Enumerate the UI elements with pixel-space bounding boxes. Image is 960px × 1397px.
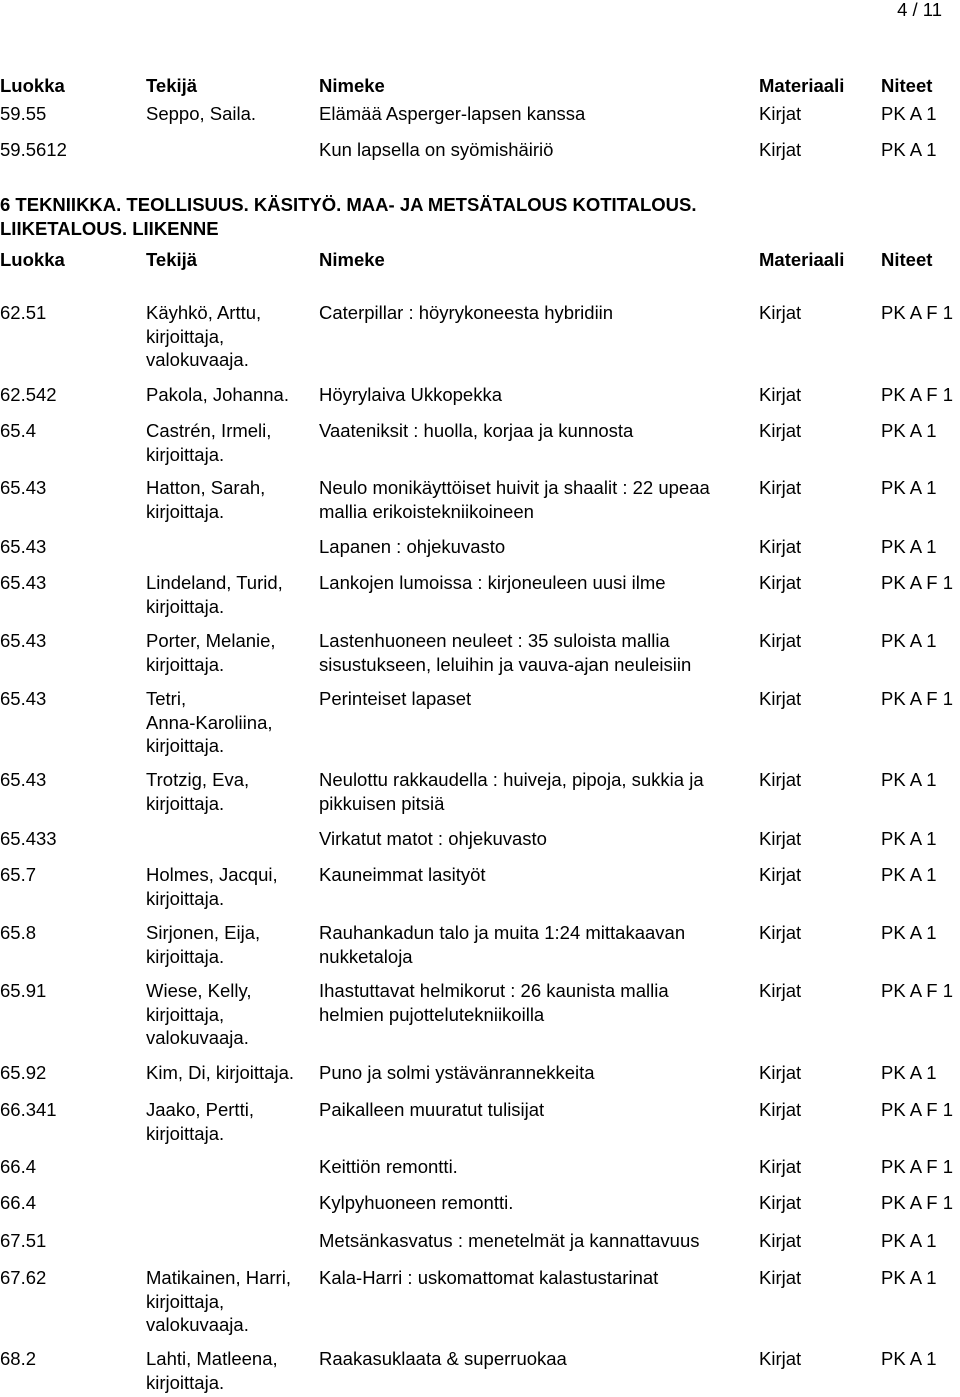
nimeke-cell: Lastenhuoneen neuleet : 35 suloista mallia — [319, 630, 670, 651]
niteet-cell: PK A 1 — [881, 139, 937, 160]
tekija-cell: kirjoittaja. — [146, 887, 225, 909]
tekija-cell: kirjoittaja. — [146, 735, 225, 756]
nimeke-cell: Kun lapsella on syömishäiriö — [319, 139, 554, 160]
nimeke-cell: Elämää Asperger-lapsen kanssa — [319, 103, 586, 124]
luokka-cell: 66.341 — [0, 1099, 57, 1120]
nimeke-cell: Lapanen : ohjekuvasto — [319, 536, 506, 557]
nimeke-cell: Neulottu rakkaudella : huiveja, pipoja, sukkia ja — [319, 769, 704, 790]
materiaali-cell: Kirjat — [759, 302, 802, 323]
tekija-cell: Wiese, Kelly, — [146, 980, 252, 1001]
tekija-cell: valokuvaaja. — [146, 349, 249, 370]
materiaali-cell: Kirjat — [759, 1230, 802, 1251]
tekija-cell: kirjoittaja, — [146, 1003, 225, 1025]
nimeke-cell: Perinteiset lapaset — [319, 688, 472, 709]
luokka-cell: 67.51 — [0, 1230, 47, 1251]
niteet-cell: PK A 1 — [881, 1267, 937, 1288]
luokka-cell: 65.8 — [0, 922, 37, 943]
luokka-cell: 65.43 — [0, 769, 47, 790]
niteet-cell: PK A 1 — [881, 1062, 937, 1083]
luokka-cell: 65.4 — [0, 420, 37, 441]
nimeke-cell: Vaateniksit : huolla, korjaa ja kunnosta — [319, 420, 634, 441]
materiaali-cell: Kirjat — [759, 1156, 802, 1177]
materiaali-cell: Kirjat — [759, 1348, 802, 1369]
tekija-cell: Porter, Melanie, — [146, 630, 276, 651]
tekija-cell: Sirjonen, Eija, — [146, 922, 261, 943]
luokka-cell: 65.43 — [0, 630, 47, 651]
tekija-cell: Matikainen, Harri, — [146, 1267, 291, 1288]
tekija-cell: Anna-Karoliina, — [146, 711, 273, 733]
materiaali-cell: Kirjat — [759, 1192, 802, 1213]
tekija-cell: kirjoittaja. — [146, 945, 225, 967]
nimeke-cell: Kauneimmat lasityöt — [319, 864, 486, 885]
materiaali-cell: Kirjat — [759, 384, 802, 405]
materiaali-cell: Kirjat — [759, 688, 802, 709]
tekija-cell: kirjoittaja. — [146, 500, 225, 522]
materiaali-cell: Kirjat — [759, 139, 802, 160]
header-niteet-1: Niteet — [881, 75, 933, 96]
tekija-cell: Käyhkö, Arttu, — [146, 302, 262, 323]
tekija-cell: kirjoittaja. — [146, 792, 225, 814]
materiaali-cell: Kirjat — [759, 1062, 802, 1083]
luokka-cell: 66.4 — [0, 1156, 37, 1177]
header-materiaali-1: Materiaali — [759, 75, 845, 96]
niteet-cell: PK A 1 — [881, 420, 937, 441]
tekija-cell: Lindeland, Turid, — [146, 572, 283, 593]
tekija-cell: Trotzig, Eva, — [146, 769, 250, 790]
nimeke-cell: Puno ja solmi ystävänrannekkeita — [319, 1062, 595, 1083]
niteet-cell: PK A F 1 — [881, 302, 953, 323]
tekija-cell: kirjoittaja. — [146, 653, 225, 675]
niteet-cell: PK A F 1 — [881, 688, 953, 709]
nimeke-cell: pikkuisen pitsiä — [319, 792, 445, 814]
luokka-cell: 65.91 — [0, 980, 47, 1001]
luokka-cell: 66.4 — [0, 1192, 37, 1213]
niteet-cell: PK A 1 — [881, 1348, 937, 1369]
header-nimeke-2: Nimeke — [319, 249, 385, 270]
niteet-cell: PK A 1 — [881, 630, 937, 651]
nimeke-cell: Keittiön remontti. — [319, 1156, 458, 1177]
page-number: 4 / 11 — [897, 0, 942, 20]
materiaali-cell: Kirjat — [759, 828, 802, 849]
tekija-cell: kirjoittaja. — [146, 1371, 225, 1393]
luokka-cell: 62.51 — [0, 302, 47, 323]
tekija-cell: kirjoittaja. — [146, 1122, 225, 1144]
niteet-cell: PK A F 1 — [881, 1099, 953, 1120]
nimeke-cell: Caterpillar : höyrykoneesta hybridiin — [319, 302, 614, 323]
header-nimeke-1: Nimeke — [319, 75, 385, 96]
luokka-cell: 65.43 — [0, 688, 47, 709]
section-heading-line-1: 6 TEKNIIKKA. TEOLLISUUS. KÄSITYÖ. MAA- JA METSÄTALOUS KOTITALOUS. — [0, 194, 697, 215]
luokka-cell: 68.2 — [0, 1348, 37, 1369]
niteet-cell: PK A F 1 — [881, 384, 953, 405]
materiaali-cell: Kirjat — [759, 980, 802, 1001]
tekija-cell: Jaako, Pertti, — [146, 1099, 254, 1120]
tekija-cell: Seppo, Saila. — [146, 103, 257, 124]
materiaali-cell: Kirjat — [759, 1267, 802, 1288]
nimeke-cell: Paikalleen muuratut tulisijat — [319, 1099, 545, 1120]
nimeke-cell: Neulo monikäyttöiset huivit ja shaalit : 22 upeaa — [319, 477, 710, 498]
luokka-cell: 59.55 — [0, 103, 47, 124]
nimeke-cell: Rauhankadun talo ja muita 1:24 mittakaavan — [319, 922, 686, 943]
tekija-cell: kirjoittaja, — [146, 325, 225, 347]
luokka-cell: 65.43 — [0, 572, 47, 593]
niteet-cell: PK A 1 — [881, 922, 937, 943]
materiaali-cell: Kirjat — [759, 864, 802, 885]
nimeke-cell: Metsänkasvatus : menetelmät ja kannattavuus — [319, 1230, 700, 1251]
tekija-cell: Holmes, Jacqui, — [146, 864, 278, 885]
tekija-cell: Hatton, Sarah, — [146, 477, 266, 498]
materiaali-cell: Kirjat — [759, 922, 802, 943]
tekija-cell: valokuvaaja. — [146, 1027, 249, 1048]
materiaali-cell: Kirjat — [759, 769, 802, 790]
header-niteet-2: Niteet — [881, 249, 933, 270]
nimeke-cell: mallia erikoistekniikoineen — [319, 500, 534, 522]
niteet-cell: PK A F 1 — [881, 980, 953, 1001]
luokka-cell: 65.433 — [0, 828, 57, 849]
nimeke-cell: Ihastuttavat helmikorut : 26 kaunista mallia — [319, 980, 669, 1001]
nimeke-cell: helmien pujottelutekniikoilla — [319, 1003, 545, 1025]
tekija-cell: Castrén, Irmeli, — [146, 420, 272, 441]
tekija-cell: Kim, Di, kirjoittaja. — [146, 1062, 295, 1083]
nimeke-cell: Raakasuklaata & superruokaa — [319, 1348, 567, 1369]
header-tekija-1: Tekijä — [146, 75, 198, 96]
tekija-cell: Tetri, — [146, 688, 187, 709]
luokka-cell: 65.43 — [0, 536, 47, 557]
luokka-cell: 65.7 — [0, 864, 37, 885]
tekija-cell: kirjoittaja. — [146, 443, 225, 465]
niteet-cell: PK A F 1 — [881, 1156, 953, 1177]
niteet-cell: PK A 1 — [881, 828, 937, 849]
nimeke-cell: Kylpyhuoneen remontti. — [319, 1192, 514, 1213]
materiaali-cell: Kirjat — [759, 536, 802, 557]
materiaali-cell: Kirjat — [759, 572, 802, 593]
nimeke-cell: nukketaloja — [319, 945, 413, 967]
luokka-cell: 67.62 — [0, 1267, 47, 1288]
tekija-cell: Lahti, Matleena, — [146, 1348, 278, 1369]
niteet-cell: PK A 1 — [881, 477, 937, 498]
nimeke-cell: Lankojen lumoissa : kirjoneuleen uusi ilme — [319, 572, 666, 593]
niteet-cell: PK A 1 — [881, 1230, 937, 1251]
tekija-cell: Pakola, Johanna. — [146, 384, 289, 405]
header-luokka-2: Luokka — [0, 249, 65, 270]
niteet-cell: PK A 1 — [881, 536, 937, 557]
header-materiaali-2: Materiaali — [759, 249, 845, 270]
tekija-cell: kirjoittaja. — [146, 595, 225, 617]
materiaali-cell: Kirjat — [759, 1099, 802, 1120]
niteet-cell: PK A 1 — [881, 103, 937, 124]
nimeke-cell: Kala-Harri : uskomattomat kalastustarinat — [319, 1267, 659, 1288]
nimeke-cell: sisustukseen, leluihin ja vauva-ajan neuleisiin — [319, 653, 692, 675]
luokka-cell: 62.542 — [0, 384, 57, 405]
luokka-cell: 65.43 — [0, 477, 47, 498]
nimeke-cell: Höyrylaiva Ukkopekka — [319, 384, 503, 405]
niteet-cell: PK A F 1 — [881, 572, 953, 593]
niteet-cell: PK A F 1 — [881, 1192, 953, 1213]
materiaali-cell: Kirjat — [759, 477, 802, 498]
section-heading-line-2: LIIKETALOUS. LIIKENNE — [0, 218, 219, 239]
luokka-cell: 59.5612 — [0, 139, 67, 160]
tekija-cell: valokuvaaja. — [146, 1314, 249, 1335]
tekija-cell: kirjoittaja, — [146, 1290, 225, 1312]
materiaali-cell: Kirjat — [759, 420, 802, 441]
materiaali-cell: Kirjat — [759, 103, 802, 124]
header-luokka-1: Luokka — [0, 75, 65, 96]
nimeke-cell: Virkatut matot : ohjekuvasto — [319, 828, 547, 849]
header-tekija-2: Tekijä — [146, 249, 198, 270]
luokka-cell: 65.92 — [0, 1062, 47, 1083]
niteet-cell: PK A 1 — [881, 769, 937, 790]
materiaali-cell: Kirjat — [759, 630, 802, 651]
niteet-cell: PK A 1 — [881, 864, 937, 885]
